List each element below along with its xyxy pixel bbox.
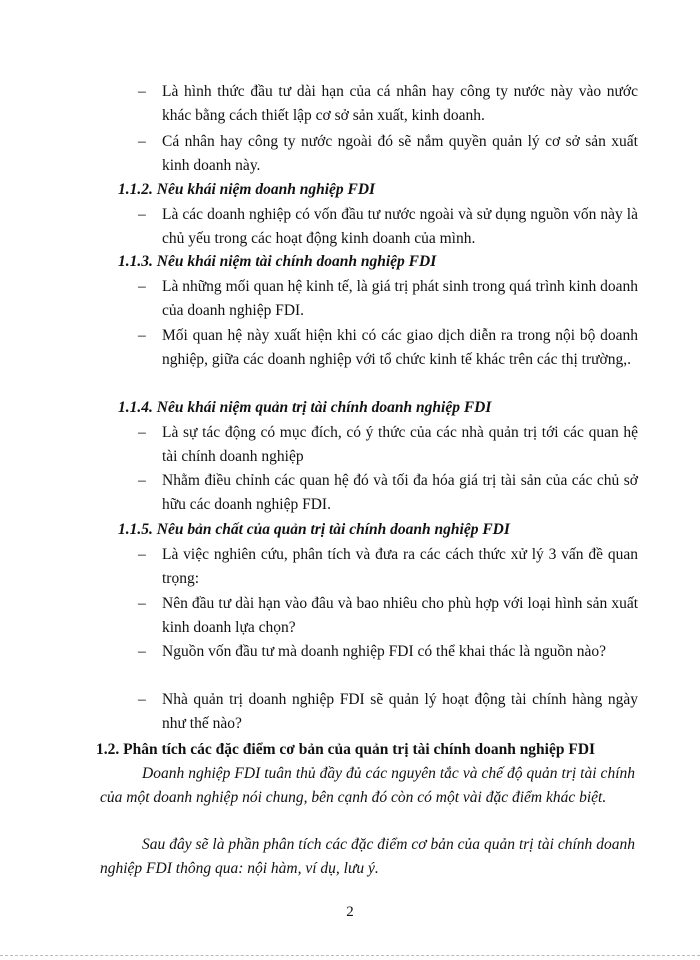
bullet-item	[138, 688, 638, 736]
section-heading-1-1-3: 1.1.3. Nêu khái niệm tài chính doanh nghiệp FDI	[118, 253, 437, 270]
bullet-dash: –	[138, 595, 146, 612]
bullet-dash: –	[138, 691, 146, 708]
bullet-text: Nguồn vốn đầu tư mà doanh nghiệp FDI có thể khai thác là nguồn nào?	[162, 643, 607, 660]
bullet-item	[138, 469, 638, 517]
section-heading-1-1-5: 1.1.5. Nêu bản chất của quản trị tài chính doanh nghiệp FDI	[118, 521, 510, 538]
bullet-text: Là sự tác động có mục đích, có ý thức của các nhà quản trị tới các quan hệ tài chính doanh nghiệp	[162, 424, 638, 465]
bullet-dash: –	[138, 327, 146, 344]
bullet-dash: –	[138, 206, 146, 223]
bullet-text: Là những mối quan hệ kinh tế, là giá trị phát sinh trong quá trình kinh doanh của doanh nghiệp FDI.	[162, 278, 638, 319]
bullet-dash: –	[138, 278, 146, 295]
bullet-item	[138, 130, 638, 178]
page-break-divider	[0, 955, 700, 956]
bullet-item	[138, 80, 638, 128]
bullet-dash: –	[138, 83, 146, 100]
bullet-dash: –	[138, 546, 146, 563]
bullet-text: Nhà quản trị doanh nghiệp FDI sẽ quản lý hoạt động tài chính hàng ngày như thế nào?	[162, 691, 638, 732]
bullet-text: Nhằm điều chỉnh các quan hệ đó và tối đa hóa giá trị tài sản của các chủ sở hữu các doanh nghiệp FDI.	[162, 472, 638, 513]
bullet-dash: –	[138, 643, 146, 660]
bullet-item	[138, 324, 638, 372]
bullet-text: Là các doanh nghiệp có vốn đầu tư nước ngoài và sử dụng nguồn vốn này là chủ yếu trong các hoạt động kinh doanh của mình.	[162, 206, 638, 247]
bullet-item	[138, 592, 638, 640]
body-paragraph: Sau đây sẽ là phần phân tích các đặc điểm cơ bản của quản trị tài chính doanh nghiệp FDI thông qua: nội hàm, ví dụ, lưu ý.	[100, 836, 635, 877]
section-heading-1-2: 1.2. Phân tích các đặc điểm cơ bản của quản trị tài chính doanh nghiệp FDI	[96, 741, 596, 758]
section-heading-1-1-4: 1.1.4. Nêu khái niệm quản trị tài chính doanh nghiệp FDI	[118, 399, 492, 416]
bullet-item	[138, 203, 638, 251]
bullet-text: Là việc nghiên cứu, phân tích và đưa ra các cách thức xử lý 3 vấn đề quan trọng:	[162, 546, 638, 587]
bullet-item	[138, 640, 638, 664]
bullet-item	[138, 543, 638, 591]
bullet-text: Mối quan hệ này xuất hiện khi có các giao dịch diễn ra trong nội bộ doanh nghiệp, giữa các doanh nghiệp với tổ chức kinh tế khác trên các thị trường,.	[162, 327, 638, 368]
bullet-dash: –	[138, 424, 146, 441]
bullet-text: Là hình thức đầu tư dài hạn của cá nhân hay công ty nước này vào nước khác bằng cách thiết lập cơ sở sản xuất, kinh doanh.	[162, 83, 638, 124]
page-number: 2	[346, 904, 354, 920]
body-paragraph: Doanh nghiệp FDI tuân thủ đầy đủ các nguyên tắc và chế độ quản trị tài chính của một doanh nghiệp nói chung, bên cạnh đó còn có một vài đặc điểm khác biệt.	[100, 765, 635, 806]
bullet-text: Nên đầu tư dài hạn vào đâu và bao nhiêu cho phù hợp với loại hình sản xuất kinh doanh lựa chọn?	[162, 595, 638, 636]
bullet-text: Cá nhân hay công ty nước ngoài đó sẽ nắm quyền quản lý cơ sở sản xuất kinh doanh này.	[162, 133, 638, 174]
bullet-dash: –	[138, 472, 146, 489]
bullet-dash: –	[138, 133, 146, 150]
section-heading-1-1-2: 1.1.2. Nêu khái niệm doanh nghiệp FDI	[118, 181, 376, 198]
bullet-item	[138, 421, 638, 469]
bullet-item	[138, 275, 638, 323]
